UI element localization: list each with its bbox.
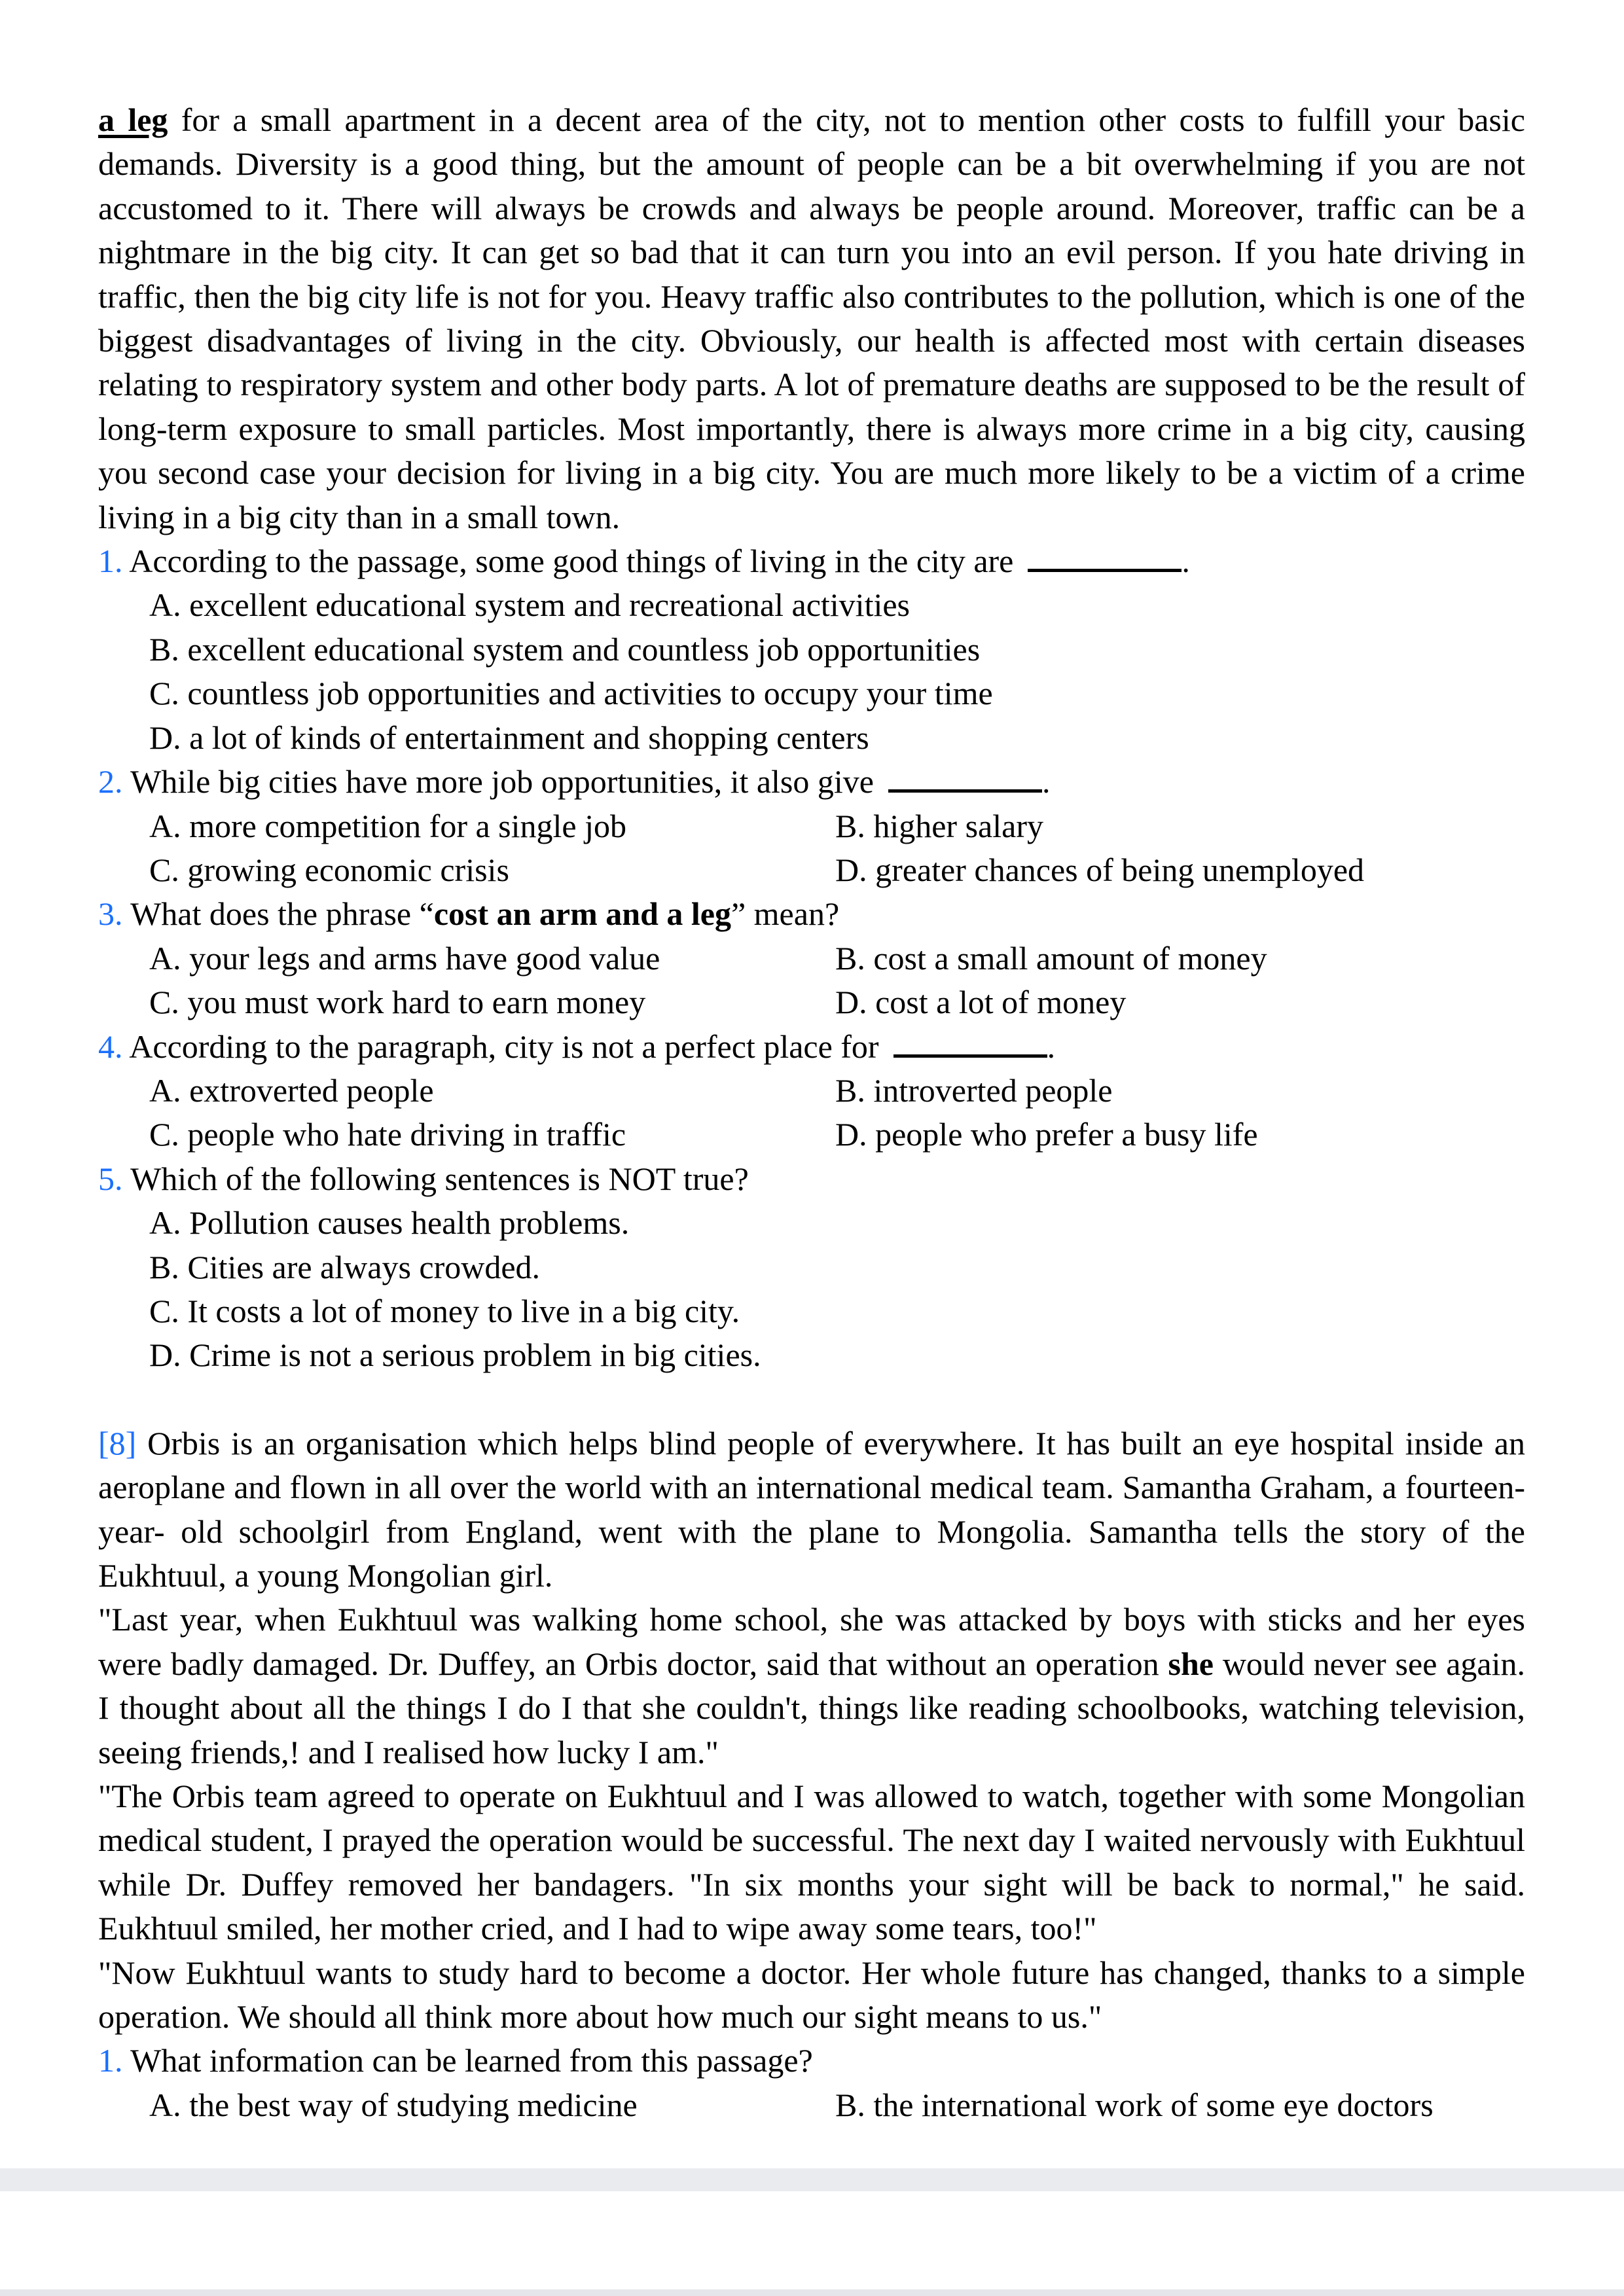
option-c: C. you must work hard to earn money [149,984,646,1021]
highlighted-phrase: a leg [98,101,168,138]
answer-blank [888,763,1042,793]
option-a: A. more competition for a single job [149,807,627,844]
option-b: B. higher salary [835,807,1043,844]
passage-8-para-2: "Last year, when Eukhtuul was walking home school, she was attacked by boys with sticks and her eyes were badly damaged. Dr. Duffey, an Orbis doctor, said that without an operation she would never see again. I thought about all the things I do I that she couldn't, things like reading schoolbooks, watching television, seeing friends,! and I realised how lucky I am." [98,1601,1526,1770]
option-d: D. greater chances of being unemployed [835,851,1365,888]
passage-label: [8] [98,1424,137,1462]
option-d: D. Crime is not a serious problem in big cities. [149,1336,761,1374]
option-a: A. the best way of studying medicine [149,2086,638,2123]
page-break-band [0,2168,1624,2191]
option-c: C. growing economic crisis [149,851,509,888]
option-a: A. Pollution causes health problems. [149,1204,630,1242]
options-row [149,2083,1525,2127]
idiom-phrase: cost an arm and a leg [433,895,731,933]
question-number: 5. [98,1160,123,1197]
options-row [149,848,1525,892]
options-row [149,937,1525,980]
question-1: 1. According to the passage, some good things of living in the city are . [98,543,1190,580]
answer-blank [893,1028,1047,1058]
option-d: D. people who prefer a busy life [835,1116,1258,1153]
question-4: 4. According to the paragraph, city is not a perfect place for . [98,1028,1056,1065]
option-b: B. the international work of some eye doctors [835,2086,1434,2123]
option-c: C. people who hate driving in traffic [149,1116,626,1153]
page-break-band-bottom [0,2289,1624,2296]
option-a: A. extroverted people [149,1071,434,1109]
option-b: B. Cities are always crowded. [149,1248,541,1285]
question-2: 2. While big cities have more job opportunities, it also give . [98,763,1051,800]
section-spacer [98,1378,1525,1422]
question-5: 5. Which of the following sentences is NOT true? [98,1160,749,1197]
option-d: D. a lot of kinds of entertainment and shopping centers [149,719,869,756]
option-a: A. your legs and arms have good value [149,939,660,977]
options-row [149,980,1525,1024]
question-number: 4. [98,1028,123,1065]
document-page [98,98,1525,2127]
question-number: 2. [98,763,123,800]
options-row [149,804,1525,848]
passage-8-para-3: "The Orbis team agreed to operate on Eukhtuul and I was allowed to watch, together with some Mongolian medical student, I prayed the operation would be successful. The next day I waited nervously with Eukhtuul while Dr. Duffey removed her bandagers. "In six months your sight will be back to normal," he said. Eukhtuul smiled, her mother cried, and I had to wipe away some tears, too!" [98,1778,1525,1947]
option-b: B. introverted people [835,1071,1113,1109]
passage-8-para-4: "Now Eukhtuul wants to study hard to become a doctor. Her whole future has changed, thanks to a simple operation. We should all think more about how much our sight means to us." [98,1954,1525,2036]
options-row [149,1113,1525,1157]
option-c: C. countless job opportunities and activities to occupy your time [149,675,993,712]
question-3: 3. What does the phrase “cost an arm and a leg” mean? [98,895,840,933]
question-8-1: 1. What information can be learned from this passage? [98,2042,813,2079]
option-d: D. cost a lot of money [835,984,1127,1021]
option-a: A. excellent educational system and recreational activities [149,586,911,624]
emphasized-word: she [1168,1645,1214,1682]
question-number: 1. [98,543,123,580]
option-b: B. cost a small amount of money [835,939,1267,977]
passage-7-text: a leg for a small apartment in a decent area of the city, not to mention other costs to fulfill your basic demands. Diversity is a good thing, but the amount of people can be a bit overwhelming if you are not accustomed to it. There will always be crowds and always be people around. Moreover, traffic can be a nightmare in the big city. It can get so bad that it can turn you into an evil person. If you hate driving in traffic, then the big city life is not for you. Heavy traffic also contributes to the pollution, which is one of the biggest disadvantages of living in the city. Obviously, our health is affected most with certain diseases relating to respiratory system and other body parts. A lot of premature deaths are supposed to be the result of long-term exposure to small particles. Most importantly, there is always more crime in a big city, causing you second case your decision for living in a big city. You are much more likely to be a victim of a crime living in a big city than in a small town. [98,101,1525,535]
option-b: B. excellent educational system and countless job opportunities [149,630,981,668]
option-c: C. It costs a lot of money to live in a big city. [149,1292,740,1329]
options-row [149,1069,1525,1113]
passage-8-intro: [8] Orbis is an organisation which helps blind people of everywhere. It has built an eye hospital inside an aeroplane and flown in all over the world with an international medical team. Samantha Graham, a fourteen- year- old schoolgirl from England, went with the plane to Mongolia. Samantha tells the story of the Eukhtuul, a young Mongolian girl. [98,1424,1525,1594]
question-number: 3. [98,895,123,933]
question-number: 1. [98,2042,123,2079]
answer-blank [1028,543,1182,572]
